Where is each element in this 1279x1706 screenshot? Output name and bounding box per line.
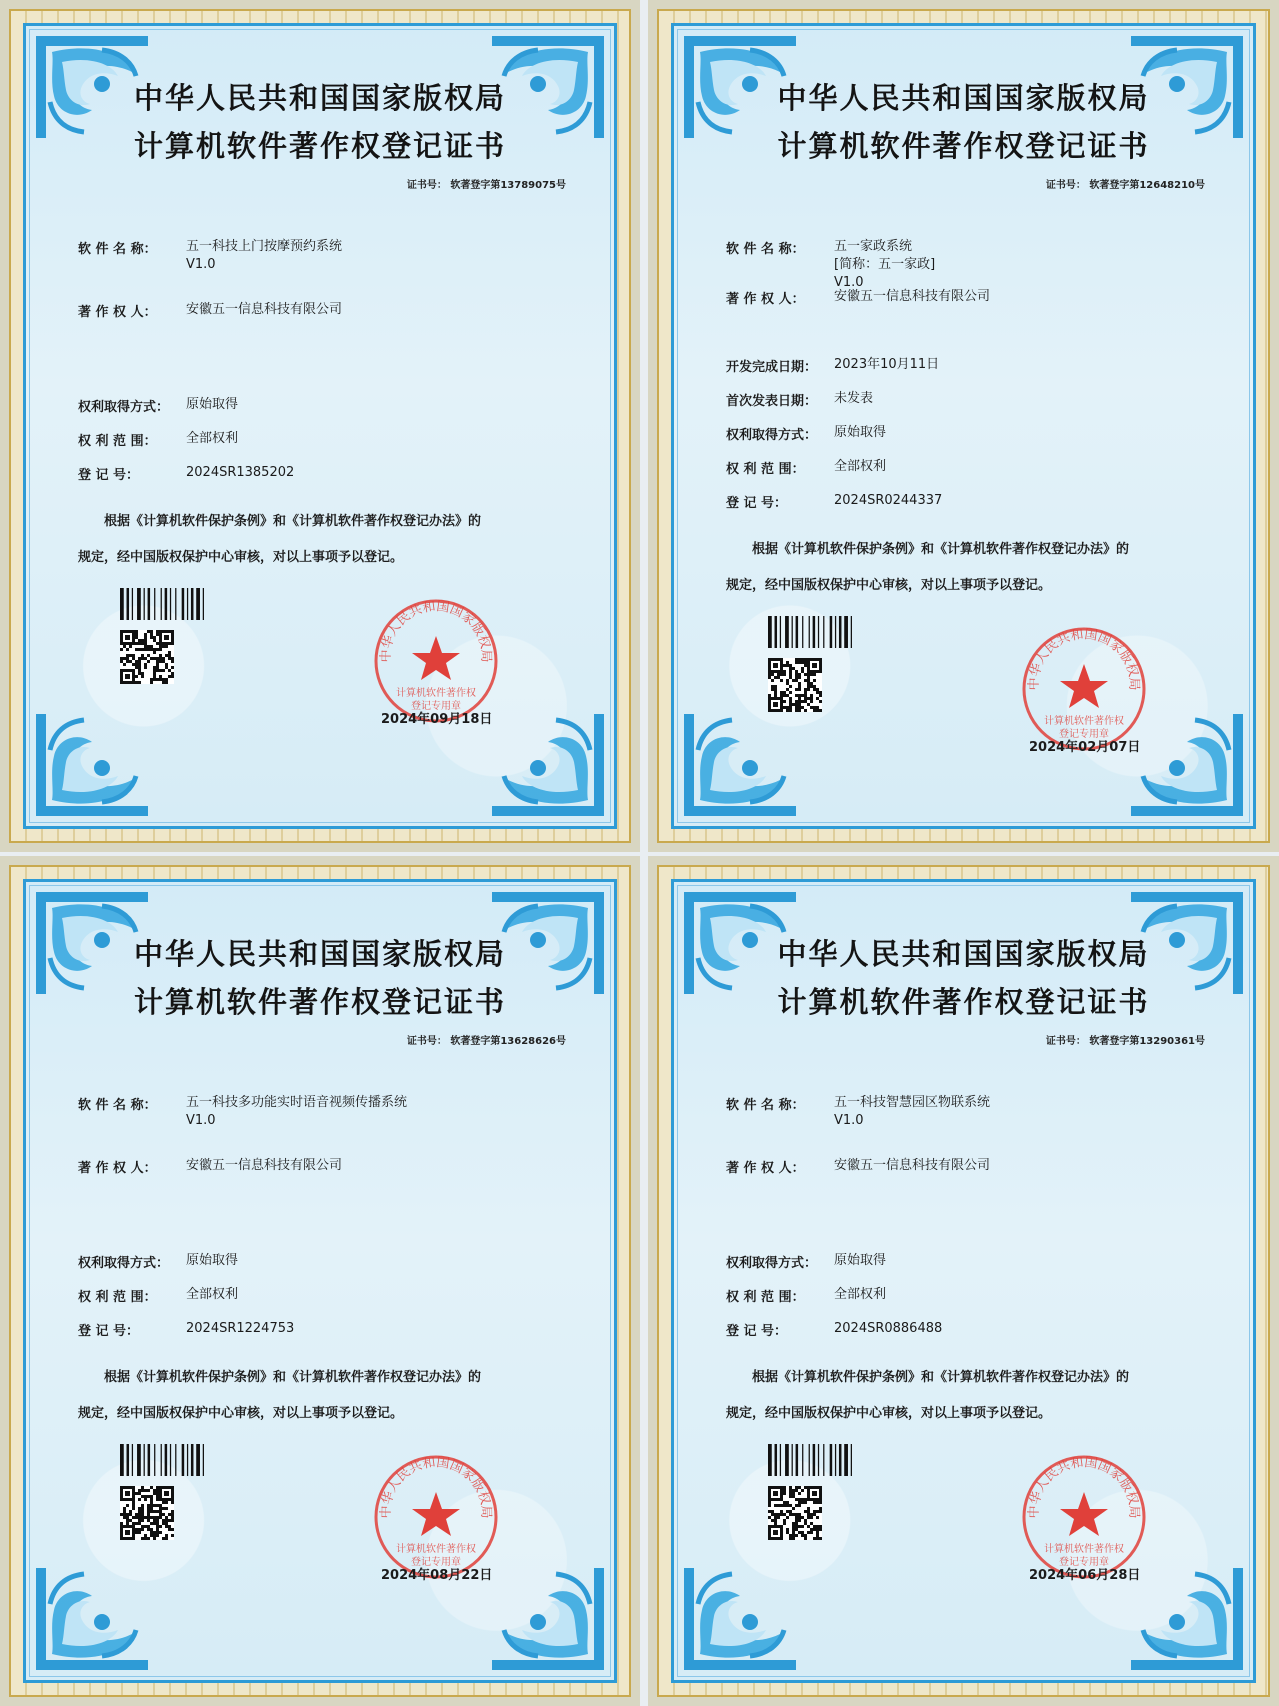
software-name-row xyxy=(726,1094,990,1130)
certificate-3 xyxy=(648,856,1279,1706)
owner-value: 安徽五一信息科技有限公司 xyxy=(834,1158,991,1173)
owner-label: 著 作 权 人： xyxy=(78,1161,157,1176)
reg-no-row xyxy=(726,492,942,511)
software-name-value xyxy=(834,1094,990,1130)
certificate-frame xyxy=(657,865,1270,1697)
reg-label: 登 记 号： xyxy=(726,496,788,511)
pub-date-value: 未发表 xyxy=(834,391,874,406)
software-name-row xyxy=(78,1094,407,1130)
scope-value: 全部权利 xyxy=(186,1287,239,1302)
acquire-label: 权利取得方式： xyxy=(726,428,818,443)
statement-line-2: 规定，经中国版权保护中心审核，对以上事项予以登记。 xyxy=(726,578,1052,593)
scope-label: 权 利 范 围： xyxy=(726,1290,805,1305)
software-name-label: 软 件 名 称： xyxy=(78,1098,157,1113)
software-name-value xyxy=(186,238,342,274)
acquire-label: 权利取得方式： xyxy=(726,1256,818,1271)
ornament-corner xyxy=(680,710,800,820)
software-name: 五一科技上门按摩预约系统 xyxy=(186,239,343,254)
barcode-icon xyxy=(768,616,856,648)
seal-arc-text: 中华人民共和国国家版权局 xyxy=(378,1455,494,1519)
ornament-corner xyxy=(32,710,152,820)
ornament-corner xyxy=(680,1564,800,1674)
acquire-row xyxy=(726,424,886,443)
owner-row xyxy=(726,288,990,307)
issuer-title: 中华人民共和国国家版权局 xyxy=(777,81,1150,115)
reg-no-value: 2024SR0244337 xyxy=(834,493,943,508)
scope-label: 权 利 范 围： xyxy=(726,462,805,477)
owner-label: 著 作 权 人： xyxy=(78,305,157,320)
seal-sub2: 登记专用章 xyxy=(1059,729,1109,740)
seal-sub1: 计算机软件著作权 xyxy=(1044,716,1124,727)
official-seal-icon xyxy=(371,1452,501,1582)
reg-no-row xyxy=(78,464,294,483)
certificate-number: 证书号： 软著登字第13789075号 xyxy=(406,180,566,191)
acquire-label: 权利取得方式： xyxy=(78,400,170,415)
issue-date: 2024年08月22日 xyxy=(381,1568,493,1583)
software-name-label: 软 件 名 称： xyxy=(78,242,157,257)
pub-date-label: 首次发表日期： xyxy=(726,394,818,409)
software-name: 五一科技智慧园区物联系统 xyxy=(834,1095,991,1110)
seal-sub2: 登记专用章 xyxy=(411,701,461,712)
certificate-number: 证书号： 软著登字第13290361号 xyxy=(1045,1036,1205,1047)
official-seal-icon xyxy=(1019,1452,1149,1582)
software-name-value xyxy=(186,1094,407,1130)
dev-date-row xyxy=(726,356,939,375)
certificate-0 xyxy=(0,0,640,852)
certificate-title: 计算机软件著作权登记证书 xyxy=(133,129,506,163)
software-version: V1.0 xyxy=(186,1113,216,1128)
certificate-body xyxy=(671,879,1256,1683)
acquire-row xyxy=(726,1252,886,1271)
scope-row xyxy=(726,1286,886,1305)
issue-date: 2024年02月07日 xyxy=(1029,740,1141,755)
scope-value: 全部权利 xyxy=(186,431,239,446)
qr-code-icon xyxy=(768,658,822,712)
statement-line-1: 根据《计算机软件保护条例》和《计算机软件著作权登记办法》的 xyxy=(104,1370,482,1385)
owner-label: 著 作 权 人： xyxy=(726,292,805,307)
owner-value: 安徽五一信息科技有限公司 xyxy=(186,302,343,317)
statement-line-1: 根据《计算机软件保护条例》和《计算机软件著作权登记办法》的 xyxy=(104,514,482,529)
statement-line-1: 根据《计算机软件保护条例》和《计算机软件著作权登记办法》的 xyxy=(752,542,1130,557)
barcode-icon xyxy=(120,1444,208,1476)
certificate-body xyxy=(23,23,617,829)
certificate-frame xyxy=(657,9,1270,843)
certificate-frame xyxy=(9,865,631,1697)
scope-row xyxy=(78,1286,238,1305)
statement-line-2: 规定，经中国版权保护中心审核，对以上事项予以登记。 xyxy=(726,1406,1052,1421)
certificate-number: 证书号： 软著登字第12648210号 xyxy=(1045,180,1205,191)
registration-statement xyxy=(726,1360,1209,1432)
qr-code-icon xyxy=(120,1486,174,1540)
reg-no-value: 2024SR1224753 xyxy=(186,1321,295,1336)
seal-arc-text: 中华人民共和国国家版权局 xyxy=(1026,627,1142,691)
software-version: V1.0 xyxy=(186,257,216,272)
reg-label: 登 记 号： xyxy=(726,1324,788,1339)
statement-line-2: 规定，经中国版权保护中心审核，对以上事项予以登记。 xyxy=(78,1406,404,1421)
acquire-label: 权利取得方式： xyxy=(78,1256,170,1271)
barcode-icon xyxy=(120,588,208,620)
owner-label: 著 作 权 人： xyxy=(726,1161,805,1176)
certificate-body xyxy=(671,23,1256,829)
certificate-body xyxy=(23,879,617,1683)
owner-row xyxy=(726,1157,990,1176)
scope-row xyxy=(78,430,238,449)
certificate-title: 计算机软件著作权登记证书 xyxy=(133,985,506,1019)
pub-date-row xyxy=(726,390,873,409)
dev-date-label: 开发完成日期： xyxy=(726,360,818,375)
scope-row xyxy=(726,458,886,477)
seal-arc-text: 中华人民共和国国家版权局 xyxy=(378,599,494,663)
reg-no-row xyxy=(726,1320,942,1339)
certificate-number: 证书号： 软著登字第13628626号 xyxy=(406,1036,566,1047)
reg-label: 登 记 号： xyxy=(78,468,140,483)
official-seal-icon xyxy=(1019,624,1149,754)
registration-statement xyxy=(726,532,1209,604)
software-name-value xyxy=(834,238,935,292)
software-name: 五一科技多功能实时语音视频传播系统 xyxy=(186,1095,408,1110)
scope-value: 全部权利 xyxy=(834,1287,887,1302)
acquire-value: 原始取得 xyxy=(834,425,887,440)
reg-no-value: 2024SR0886488 xyxy=(834,1321,943,1336)
acquire-value: 原始取得 xyxy=(834,1253,887,1268)
statement-line-2: 规定，经中国版权保护中心审核，对以上事项予以登记。 xyxy=(78,550,404,565)
ornament-corner xyxy=(32,1564,152,1674)
owner-row xyxy=(78,1157,342,1176)
software-version: V1.0 xyxy=(834,275,864,290)
acquire-value: 原始取得 xyxy=(186,397,239,412)
scope-label: 权 利 范 围： xyxy=(78,1290,157,1305)
issuer-title: 中华人民共和国国家版权局 xyxy=(133,937,506,971)
reg-no-value: 2024SR1385202 xyxy=(186,465,295,480)
qr-code-icon xyxy=(768,1486,822,1540)
issuer-title: 中华人民共和国国家版权局 xyxy=(133,81,506,115)
software-short-name: [简称：五一家政] xyxy=(834,257,936,272)
ornament-corner xyxy=(488,710,608,820)
issuer-title: 中华人民共和国国家版权局 xyxy=(777,937,1150,971)
statement-line-1: 根据《计算机软件保护条例》和《计算机软件著作权登记办法》的 xyxy=(752,1370,1130,1385)
software-name: 五一家政系统 xyxy=(834,239,913,254)
reg-no-row xyxy=(78,1320,294,1339)
owner-row xyxy=(78,301,342,320)
software-name-row xyxy=(78,238,342,274)
owner-value: 安徽五一信息科技有限公司 xyxy=(186,1158,343,1173)
registration-statement xyxy=(78,1360,570,1432)
barcode-icon xyxy=(768,1444,856,1476)
software-name-label: 软 件 名 称： xyxy=(726,242,805,257)
acquire-value: 原始取得 xyxy=(186,1253,239,1268)
certificate-title: 计算机软件著作权登记证书 xyxy=(777,129,1150,163)
seal-arc-text: 中华人民共和国国家版权局 xyxy=(1026,1455,1142,1519)
certificate-2 xyxy=(0,856,640,1706)
software-name-label: 软 件 名 称： xyxy=(726,1098,805,1113)
seal-sub1: 计算机软件著作权 xyxy=(1044,1544,1124,1555)
issue-date: 2024年06月28日 xyxy=(1029,1568,1141,1583)
owner-value: 安徽五一信息科技有限公司 xyxy=(834,289,991,304)
certificate-1 xyxy=(648,0,1279,852)
scope-value: 全部权利 xyxy=(834,459,887,474)
issue-date: 2024年09月18日 xyxy=(381,712,493,727)
seal-sub1: 计算机软件著作权 xyxy=(396,1544,476,1555)
scope-label: 权 利 范 围： xyxy=(78,434,157,449)
certificate-title: 计算机软件著作权登记证书 xyxy=(777,985,1150,1019)
dev-date-value: 2023年10月11日 xyxy=(834,357,940,372)
registration-statement xyxy=(78,504,570,576)
ornament-corner xyxy=(488,1564,608,1674)
qr-code-icon xyxy=(120,630,174,684)
reg-label: 登 记 号： xyxy=(78,1324,140,1339)
software-name-row xyxy=(726,238,935,292)
certificate-frame xyxy=(9,9,631,843)
acquire-row xyxy=(78,1252,238,1271)
acquire-row xyxy=(78,396,238,415)
official-seal-icon xyxy=(371,596,501,726)
seal-sub2: 登记专用章 xyxy=(1059,1557,1109,1568)
software-version: V1.0 xyxy=(834,1113,864,1128)
seal-sub2: 登记专用章 xyxy=(411,1557,461,1568)
seal-sub1: 计算机软件著作权 xyxy=(396,688,476,699)
